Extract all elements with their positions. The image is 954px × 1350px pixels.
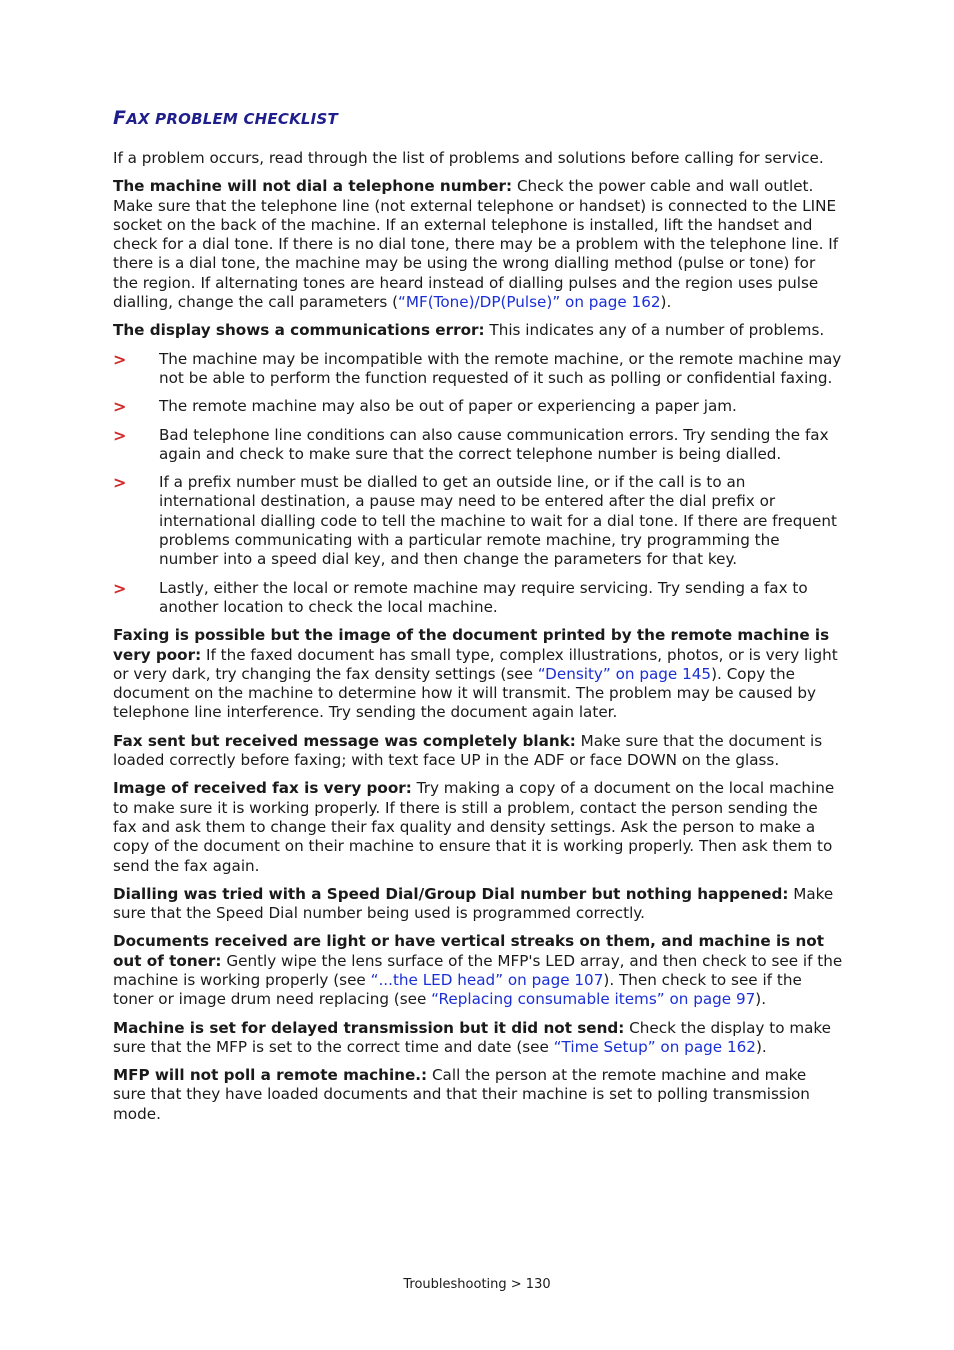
paragraph-received-poor: Image of received fax is very poor: Try making a copy of a document on the local machine to make sure it is working properly. If there is still a problem, contact the person sending the fax and ask them to change their fax quality and density settings. Ask the person to make a copy of the document on their machine to ensure that it is working properly. Then ask them to send the fax again. xyxy=(113,779,835,875)
list-item: > The remote machine may also be out of paper or experiencing a paper jam. xyxy=(113,397,737,417)
section-title xyxy=(113,106,843,131)
paragraph-label: Image of received fax is very poor: xyxy=(113,779,412,798)
paragraph-delayed-transmission: Machine is set for delayed transmission but it did not send: Check the display to make sure that the MFP is set to the correct time and date (see “Time Setup” on page 162). xyxy=(113,1018,832,1056)
paragraph-label: Faxing is possible but the image of the document printed by the remote machine is very poor: xyxy=(113,626,830,664)
title-initial: F xyxy=(113,107,127,129)
bullet-list xyxy=(113,350,843,618)
paragraph-blank-fax: Fax sent but received message was completely blank: Make sure that the document is loaded correctly before faxing; with text face UP in the ADF or face DOWN on the glass. xyxy=(113,731,823,770)
paragraph-comm-error: The display shows a communications error: This indicates any of a number of problems. xyxy=(113,321,825,340)
link-density[interactable]: “Density” on page 145 xyxy=(537,664,712,683)
list-item: > The machine may be incompatible with the remote machine, or the remote machine may not be able to perform the function requested of it such as polling or confidential faxing. xyxy=(113,349,842,387)
bullet-marker-icon: > xyxy=(113,397,127,417)
bullet-marker-icon: > xyxy=(113,349,127,369)
paragraph-polling: MFP will not poll a remote machine.: Call the person at the remote machine and make sure that they have loaded documents and that their machine is set to polling transmission mode. xyxy=(113,1066,810,1123)
paragraph-speed-dial: Dialling was tried with a Speed Dial/Group Dial number but nothing happened: Make sure that the Speed Dial number being used is programmed correctly. xyxy=(113,884,834,923)
paragraph-light-streaks: Documents received are light or have vertical streaks on them, and machine is not out of toner: Gently wipe the lens surface of the MFP's LED array, and then check to see if the machine is working properly (see “...the LED head” on page 107). Then check to see if the toner or image drum need replacing (see “Replacing consumable items” on page 97). xyxy=(113,932,843,1009)
bullet-marker-icon: > xyxy=(113,578,127,598)
page-footer: Troubleshooting > 130 xyxy=(403,1277,551,1292)
paragraph-label: The display shows a communications error: xyxy=(113,321,485,340)
paragraph-label: Documents received are light or have vertical streaks on them, and machine is not out of toner: xyxy=(113,932,824,970)
paragraph-no-dial: The machine will not dial a telephone number: Check the power cable and wall outlet. Make sure that the telephone line (not external telephone or handset) is connected to the LINE socket on the back of the machine. If an external telephone is installed, lift the handset and check for a dial tone. If there is no dial tone, there may be a problem with the telephone line. If there is a dial tone, the machine may be using the wrong dialling method (pulse or tone) for the region. If alternating tones are heard instead of dialling pulses and the region uses pulse dialling, change the call parameters (“MF(Tone)/DP(Pulse)” on page 162). xyxy=(113,177,839,312)
list-item: > If a prefix number must be dialled to get an outside line, or if the call is to an international destination, a pause may need to be entered after the dial prefix or international dialling code to tell the machine to wait for a dial tone. If there are frequent problems communicating with a particular remote machine, try programming the number into a speed dial key, and then change the parameters for that key. xyxy=(113,473,837,569)
document-page xyxy=(113,106,843,1133)
paragraph-label: Machine is set for delayed transmission but it did not send: xyxy=(113,1018,625,1037)
link-time-setup[interactable]: “Time Setup” on page 162 xyxy=(553,1037,756,1056)
paragraph-label: Fax sent but received message was completely blank: xyxy=(113,731,576,750)
link-mf-tone[interactable]: “MF(Tone)/DP(Pulse)” on page 162 xyxy=(398,293,661,312)
bullet-marker-icon: > xyxy=(113,473,127,493)
paragraph-label: The machine will not dial a telephone number: xyxy=(113,177,513,196)
link-replacing-consumables[interactable]: “Replacing consumable items” on page 97 xyxy=(431,990,756,1009)
bullet-marker-icon: > xyxy=(113,425,127,445)
link-led-head[interactable]: “...the LED head” on page 107 xyxy=(370,970,604,989)
paragraph-label: Dialling was tried with a Speed Dial/Group Dial number but nothing happened: xyxy=(113,884,789,903)
title-rest: AX PROBLEM CHECKLIST xyxy=(126,110,338,128)
list-item: > Bad telephone line conditions can also cause communication errors. Try sending the fax again and check to make sure that the correct telephone number is being dialled. xyxy=(113,425,829,463)
paragraph-label: MFP will not poll a remote machine.: xyxy=(113,1066,428,1085)
paragraph-poor-image: Faxing is possible but the image of the document printed by the remote machine is very poor: If the faxed document has small type, complex illustrations, photos, or is very light or very dark, try changing the fax density settings (see “Density” on page 145). Copy the document on the machine to determine how it will transmit. The problem may be caused by telephone line interference. Try sending the document again later. xyxy=(113,626,838,722)
list-item: > Lastly, either the local or remote machine may require servicing. Try sending a fax to another location to check the local machine. xyxy=(113,578,808,616)
intro-paragraph: If a problem occurs, read through the list of problems and solutions before calling for service. xyxy=(113,149,824,167)
